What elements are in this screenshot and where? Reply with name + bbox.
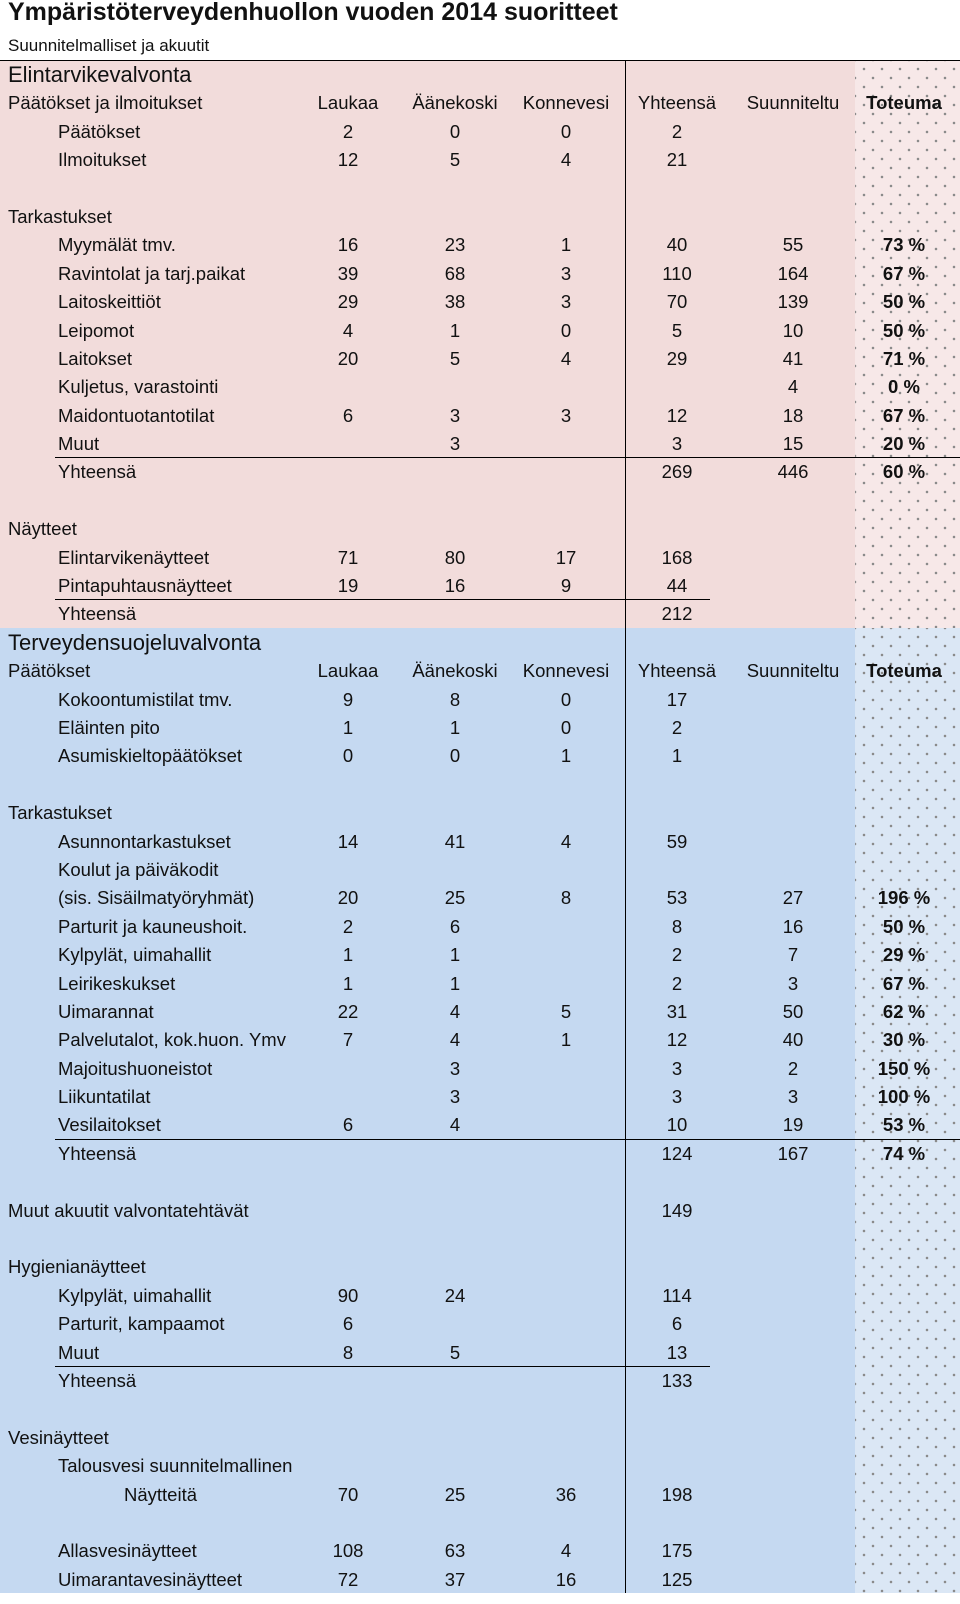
aanekoski-cell: 37: [444, 1568, 466, 1590]
table-row: [0, 827, 960, 855]
laukaa-cell: 72: [337, 1568, 359, 1590]
column-header-laukaa: Laukaa: [317, 92, 379, 114]
column-header-konnevesi: Konnevesi: [522, 92, 610, 114]
column-header-laukaa: Laukaa: [317, 660, 379, 682]
page-subtitle: Suunnitelmalliset ja akuutit: [8, 36, 210, 55]
table-row: [0, 1110, 960, 1138]
aanekoski-cell: 16: [444, 575, 466, 597]
group-header: Tarkastukset: [8, 205, 112, 227]
konnevesi-cell: 4: [560, 830, 572, 852]
total-row: [0, 457, 960, 485]
laukaa-cell: 71: [337, 546, 359, 568]
yhteensa-cell: 125: [661, 1568, 693, 1590]
yhteensa-cell: 114: [662, 1284, 692, 1306]
subgroup-header: Talousvesi suunnitelmallinen: [58, 1455, 293, 1477]
table-row: [0, 230, 960, 258]
aanekoski-cell: 5: [449, 1341, 461, 1363]
column-header-suunniteltu: Suunniteltu: [746, 660, 840, 682]
row-label: Päätökset: [58, 120, 141, 142]
report-sheet: [0, 60, 960, 1593]
row-label: Leirikeskukset: [58, 972, 176, 994]
row-label: Muut: [58, 1341, 100, 1363]
laukaa-cell: 20: [337, 347, 359, 369]
table-row: [0, 1309, 960, 1337]
total-row: [0, 1366, 960, 1394]
yhteensa-cell: 2: [671, 972, 683, 994]
row-label: Parturit, kampaamot: [58, 1313, 225, 1335]
aanekoski-cell: 4: [449, 1114, 461, 1136]
table-row: [0, 344, 960, 372]
aanekoski-cell: 1: [449, 319, 461, 341]
yhteensa-cell: 133: [661, 1369, 693, 1391]
table-row: [0, 401, 960, 429]
aanekoski-cell: 3: [449, 1086, 461, 1108]
table-row: [0, 1565, 960, 1593]
yhteensa-cell: 212: [661, 603, 693, 625]
toteuma-cell: 100 %: [877, 1086, 931, 1108]
row-label: Muut: [58, 433, 100, 455]
table-row: [0, 940, 960, 968]
table-row: [0, 855, 960, 883]
row-label: Ravintolat ja tarj.paikat: [58, 262, 246, 284]
row-label: Muut akuutit valvontatehtävät: [8, 1199, 249, 1221]
row-label: Yhteensä: [58, 603, 137, 625]
row-label: Koulut ja päiväkodit: [58, 858, 219, 880]
aanekoski-cell: 25: [444, 1483, 466, 1505]
yhteensa-cell: 70: [666, 291, 688, 313]
konnevesi-cell: 3: [560, 404, 572, 426]
row-label: Uimarantavesinäytteet: [58, 1568, 243, 1590]
suunniteltu-cell: 3: [787, 972, 799, 994]
laukaa-cell: 1: [342, 944, 354, 966]
konnevesi-cell: 16: [555, 1568, 577, 1590]
row-label: Pintapuhtausnäytteet: [58, 575, 232, 597]
suunniteltu-cell: 4: [787, 376, 799, 398]
table-row: [0, 1480, 960, 1508]
row-label: Palvelutalot, kok.huon. Ymv: [58, 1029, 286, 1051]
table-row: [0, 117, 960, 145]
column-header-aanekoski: Äänekoski: [412, 660, 498, 682]
row-label: Laitokset: [58, 347, 133, 369]
toteuma-cell: 50 %: [882, 915, 926, 937]
row-label: Elintarvikenäytteet: [58, 546, 210, 568]
table-row: [0, 145, 960, 173]
aanekoski-cell: 5: [449, 347, 461, 369]
yhteensa-cell: 124: [661, 1142, 693, 1164]
suunniteltu-cell: 164: [777, 262, 809, 284]
table-row: [0, 287, 960, 315]
toteuma-cell: 60 %: [882, 461, 926, 483]
row-label: Näytteitä: [124, 1483, 198, 1505]
row-label: Majoitushuoneistot: [58, 1057, 213, 1079]
table-row: [0, 713, 960, 741]
laukaa-cell: 20: [337, 887, 359, 909]
row-label: Yhteensä: [58, 461, 137, 483]
laukaa-cell: 1: [342, 716, 354, 738]
column-header-konnevesi: Konnevesi: [522, 660, 610, 682]
yhteensa-cell: 6: [671, 1313, 683, 1335]
laukaa-cell: 8: [342, 1341, 354, 1363]
row-label: Yhteensä: [58, 1142, 137, 1164]
yhteensa-cell: 149: [661, 1199, 693, 1221]
spacer-row: [0, 770, 960, 798]
yhteensa-cell: 40: [666, 234, 688, 256]
suunniteltu-cell: 7: [787, 944, 799, 966]
aanekoski-cell: 5: [449, 149, 461, 171]
aanekoski-cell: 41: [444, 830, 466, 852]
aanekoski-cell: 4: [449, 1000, 461, 1022]
laukaa-cell: 4: [342, 319, 354, 341]
toteuma-cell: 196 %: [877, 887, 931, 909]
suunniteltu-cell: 27: [782, 887, 804, 909]
aanekoski-cell: 1: [449, 972, 461, 994]
konnevesi-cell: 3: [560, 291, 572, 313]
spacer-row: [0, 1508, 960, 1536]
suunniteltu-cell: 139: [777, 291, 809, 313]
group-header: Päätökset ja ilmoitukset: [8, 92, 203, 114]
group-header: Hygienianäytteet: [8, 1256, 146, 1278]
yhteensa-cell: 3: [671, 1086, 683, 1108]
group-header: Näytteet: [8, 518, 77, 540]
group-header: Vesinäytteet: [8, 1426, 109, 1448]
group-row: [0, 202, 960, 230]
laukaa-cell: 12: [337, 149, 359, 171]
row-label: Eläinten pito: [58, 716, 160, 738]
table-row: [0, 997, 960, 1025]
row-label: (sis. Sisäilmatyöryhmät): [58, 887, 255, 909]
yhteensa-cell: 175: [661, 1540, 693, 1562]
laukaa-cell: 22: [337, 1000, 359, 1022]
aanekoski-cell: 1: [449, 716, 461, 738]
row-label: Laitoskeittiöt: [58, 291, 161, 313]
konnevesi-cell: 5: [560, 1000, 572, 1022]
laukaa-cell: 2: [342, 120, 354, 142]
suunniteltu-cell: 2: [787, 1057, 799, 1079]
table-row: [0, 883, 960, 911]
row-label: Asunnontarkastukset: [58, 830, 231, 852]
suunniteltu-cell: 50: [782, 1000, 804, 1022]
column-header-row: [0, 88, 960, 116]
aanekoski-cell: 68: [444, 262, 466, 284]
yhteensa-cell: 269: [661, 461, 693, 483]
section-title-label: Terveydensuojeluvalvonta: [8, 629, 262, 655]
laukaa-cell: 16: [337, 234, 359, 256]
laukaa-cell: 14: [337, 830, 359, 852]
table-row: [0, 1054, 960, 1082]
aanekoski-cell: 24: [444, 1284, 466, 1306]
laukaa-cell: 6: [342, 1114, 354, 1136]
laukaa-cell: 70: [337, 1483, 359, 1505]
section-title: [0, 60, 960, 88]
table-row: [0, 912, 960, 940]
laukaa-cell: 0: [342, 745, 354, 767]
total-row: [0, 1139, 960, 1167]
aanekoski-cell: 4: [449, 1029, 461, 1051]
toteuma-cell: 67 %: [882, 262, 926, 284]
toteuma-cell: 67 %: [882, 404, 926, 426]
table-row: [0, 969, 960, 997]
konnevesi-cell: 0: [560, 716, 572, 738]
table-row: [0, 1025, 960, 1053]
group-row: [0, 798, 960, 826]
group-row: [0, 1451, 960, 1479]
table-row: [0, 1536, 960, 1564]
group-row: [0, 514, 960, 542]
yhteensa-cell: 1: [671, 745, 683, 767]
aanekoski-cell: 25: [444, 887, 466, 909]
yhteensa-cell: 168: [661, 546, 693, 568]
aanekoski-cell: 1: [449, 944, 461, 966]
column-header-aanekoski: Äänekoski: [412, 92, 498, 114]
aanekoski-cell: 23: [444, 234, 466, 256]
konnevesi-cell: 0: [560, 120, 572, 142]
row-label: Kylpylät, uimahallit: [58, 1284, 212, 1306]
toteuma-cell: 29 %: [882, 944, 926, 966]
row-label: Uimarannat: [58, 1000, 154, 1022]
toteuma-cell: 53 %: [882, 1114, 926, 1136]
laukaa-cell: 2: [342, 915, 354, 937]
aanekoski-cell: 63: [444, 1540, 466, 1562]
yhteensa-cell: 2: [671, 716, 683, 738]
yhteensa-cell: 29: [666, 347, 688, 369]
row-label: Allasvesinäytteet: [58, 1540, 197, 1562]
aanekoski-cell: 3: [449, 433, 461, 455]
yhteensa-cell: 110: [662, 262, 692, 284]
aanekoski-cell: 0: [449, 120, 461, 142]
konnevesi-cell: 1: [560, 234, 572, 256]
yhteensa-cell: 12: [666, 404, 688, 426]
konnevesi-cell: 1: [560, 1029, 572, 1051]
suunniteltu-cell: 3: [787, 1086, 799, 1108]
table-row: [0, 543, 960, 571]
table-row: [0, 259, 960, 287]
column-header-row: [0, 656, 960, 684]
suunniteltu-cell: 446: [777, 461, 809, 483]
aanekoski-cell: 38: [444, 291, 466, 313]
suunniteltu-cell: 19: [782, 1114, 804, 1136]
konnevesi-cell: 8: [560, 887, 572, 909]
toteuma-cell: 71 %: [882, 347, 926, 369]
laukaa-cell: 90: [337, 1284, 359, 1306]
yhteensa-cell: 13: [666, 1341, 688, 1363]
yhteensa-cell: 21: [666, 149, 688, 171]
table-row: [0, 1338, 960, 1366]
table-row: [0, 372, 960, 400]
row-label: Yhteensä: [58, 1369, 137, 1391]
yhteensa-cell: 3: [671, 1057, 683, 1079]
suunniteltu-cell: 15: [782, 433, 804, 455]
row-label: Asumiskieltopäätökset: [58, 745, 243, 767]
suunniteltu-cell: 41: [782, 347, 804, 369]
toteuma-cell: 50 %: [882, 319, 926, 341]
table-row: [0, 1196, 960, 1224]
toteuma-cell: 62 %: [882, 1000, 926, 1022]
yhteensa-cell: 8: [671, 915, 683, 937]
aanekoski-cell: 3: [449, 1057, 461, 1079]
toteuma-cell: 73 %: [882, 234, 926, 256]
column-header-suunniteltu: Suunniteltu: [746, 92, 840, 114]
column-header-yhteensa: Yhteensä: [637, 92, 717, 114]
column-header-yhteensa: Yhteensä: [637, 660, 717, 682]
toteuma-cell: 74 %: [882, 1142, 926, 1164]
laukaa-cell: 7: [342, 1029, 354, 1051]
table-row: [0, 1281, 960, 1309]
spacer-row: [0, 1224, 960, 1252]
table-row: [0, 1082, 960, 1110]
yhteensa-cell: 17: [666, 688, 688, 710]
yhteensa-cell: 2: [671, 944, 683, 966]
health-section: [0, 628, 960, 1593]
yhteensa-cell: 44: [666, 575, 688, 597]
column-header-toteuma: Toteuma: [866, 92, 942, 114]
row-label: Ilmoitukset: [58, 149, 147, 171]
row-label: Myymälät tmv.: [58, 234, 176, 256]
spacer-row: [0, 1167, 960, 1195]
spacer-row: [0, 486, 960, 514]
group-header: Päätökset: [8, 660, 91, 682]
group-row: [0, 1423, 960, 1451]
row-label: Vesilaitokset: [58, 1114, 161, 1136]
yhteensa-cell: 198: [661, 1483, 693, 1505]
yhteensa-cell: 12: [666, 1029, 688, 1051]
laukaa-cell: 19: [337, 575, 359, 597]
laukaa-cell: 1: [342, 972, 354, 994]
suunniteltu-cell: 16: [782, 915, 804, 937]
row-label: Kuljetus, varastointi: [58, 376, 219, 398]
food-section: [0, 60, 960, 628]
yhteensa-cell: 31: [666, 1000, 688, 1022]
konnevesi-cell: 17: [555, 546, 577, 568]
toteuma-cell: 20 %: [882, 433, 926, 455]
suunniteltu-cell: 10: [782, 319, 804, 341]
yhteensa-cell: 10: [666, 1114, 688, 1136]
row-label: Maidontuotantotilat: [58, 404, 215, 426]
row-label: Leipomot: [58, 319, 135, 341]
table-row: [0, 316, 960, 344]
yhteensa-cell: 3: [671, 433, 683, 455]
konnevesi-cell: 0: [560, 688, 572, 710]
konnevesi-cell: 0: [560, 319, 572, 341]
section-title: [0, 628, 960, 656]
row-label: Parturit ja kauneushoit.: [58, 915, 248, 937]
suunniteltu-cell: 167: [777, 1142, 809, 1164]
laukaa-cell: 29: [337, 291, 359, 313]
toteuma-cell: 50 %: [882, 291, 926, 313]
suunniteltu-cell: 40: [782, 1029, 804, 1051]
aanekoski-cell: 6: [449, 915, 461, 937]
laukaa-cell: 6: [342, 1313, 354, 1335]
table-row: [0, 571, 960, 599]
row-label: Liikuntatilat: [58, 1086, 151, 1108]
yhteensa-cell: 59: [666, 830, 688, 852]
aanekoski-cell: 0: [449, 745, 461, 767]
konnevesi-cell: 4: [560, 149, 572, 171]
konnevesi-cell: 4: [560, 1540, 572, 1562]
suunniteltu-cell: 18: [782, 404, 804, 426]
laukaa-cell: 39: [337, 262, 359, 284]
toteuma-cell: 150 %: [877, 1057, 931, 1079]
toteuma-cell: 0 %: [888, 376, 920, 398]
table-row: [0, 741, 960, 769]
laukaa-cell: 6: [342, 404, 354, 426]
row-label: Kylpylät, uimahallit: [58, 944, 212, 966]
page-title: Ympäristöterveydenhuollon vuoden 2014 suoritteet: [8, 0, 618, 26]
yhteensa-cell: 53: [666, 887, 688, 909]
laukaa-cell: 108: [332, 1540, 364, 1562]
yhteensa-cell: 2: [671, 120, 683, 142]
table-row: [0, 429, 960, 457]
suunniteltu-cell: 55: [782, 234, 804, 256]
spacer-row: [0, 1394, 960, 1422]
konnevesi-cell: 4: [560, 347, 572, 369]
konnevesi-cell: 3: [560, 262, 572, 284]
konnevesi-cell: 9: [560, 575, 572, 597]
table-row: [0, 685, 960, 713]
konnevesi-cell: 1: [560, 745, 572, 767]
group-row: [0, 1252, 960, 1280]
toteuma-cell: 30 %: [882, 1029, 926, 1051]
total-row: [0, 599, 960, 627]
aanekoski-cell: 8: [449, 688, 461, 710]
column-header-toteuma: Toteuma: [866, 660, 942, 682]
spacer-row: [0, 174, 960, 202]
konnevesi-cell: 36: [555, 1483, 577, 1505]
yhteensa-cell: 5: [671, 319, 683, 341]
section-title-label: Elintarvikevalvonta: [8, 62, 192, 87]
group-header: Tarkastukset: [8, 802, 112, 824]
laukaa-cell: 9: [342, 688, 354, 710]
toteuma-cell: 67 %: [882, 972, 926, 994]
row-label: Kokoontumistilat tmv.: [58, 688, 233, 710]
aanekoski-cell: 3: [449, 404, 461, 426]
aanekoski-cell: 80: [444, 546, 466, 568]
